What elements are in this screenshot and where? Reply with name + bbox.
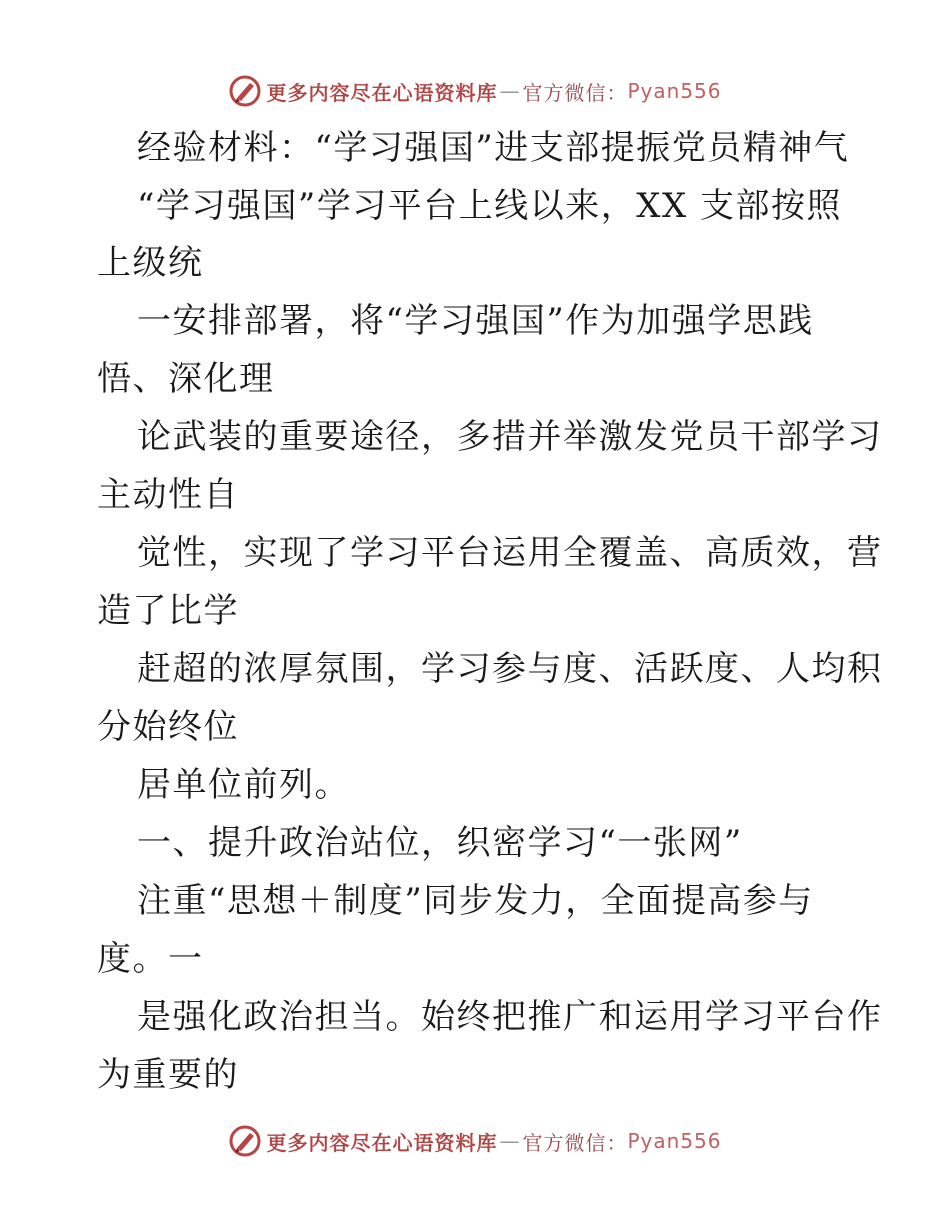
text-line: 觉性，实现了学习平台运用全覆盖、高质效，营: [137, 533, 883, 573]
banner-wechat-id: Pyan556: [627, 1129, 722, 1153]
footer-watermark-banner: [0, 1121, 950, 1161]
banner-separator: —: [499, 1129, 521, 1153]
text-line: 造了比学: [97, 591, 239, 631]
text-line: 悟、深化理: [97, 359, 275, 399]
text-line: 分始终位: [97, 707, 239, 747]
text-line: 主动性自: [97, 475, 239, 515]
pen-logo-icon: [228, 1124, 262, 1158]
text-line: 度。一: [97, 939, 204, 979]
banner-title: 更多内容尽在心语资料库: [266, 80, 498, 105]
banner-wechat-label: 官方微信：: [522, 80, 628, 105]
banner-title: 更多内容尽在心语资料库: [266, 1130, 498, 1155]
text-line: 注重“思想＋制度”同步发力，全面提高参与: [137, 881, 814, 921]
text-line: 居单位前列。: [137, 765, 350, 805]
text-line: 为重要的: [97, 1055, 239, 1095]
banner-separator: —: [499, 79, 521, 103]
banner-wechat-label: 官方微信：: [522, 1130, 628, 1155]
text-line: “学习强国”学习平台上线以来，XX 支部按照: [137, 186, 842, 226]
text-line: 一安排部署，将“学习强国”作为加强学思践: [137, 301, 814, 341]
section-heading: 一、提升政治站位，织密学习“一张网”: [137, 823, 743, 863]
text-line: 赶超的浓厚氛围，学习参与度、活跃度、人均积: [137, 649, 883, 689]
document-title: 经验材料：“学习强国”进支部提振党员精神气: [137, 128, 850, 168]
text-line: 论武装的重要途径，多措并举激发党员干部学习: [137, 417, 883, 457]
text-line: 是强化政治担当。始终把推广和运用学习平台作: [137, 997, 883, 1037]
banner-wechat-id: Pyan556: [627, 79, 722, 103]
text-line: 上级统: [97, 243, 204, 283]
